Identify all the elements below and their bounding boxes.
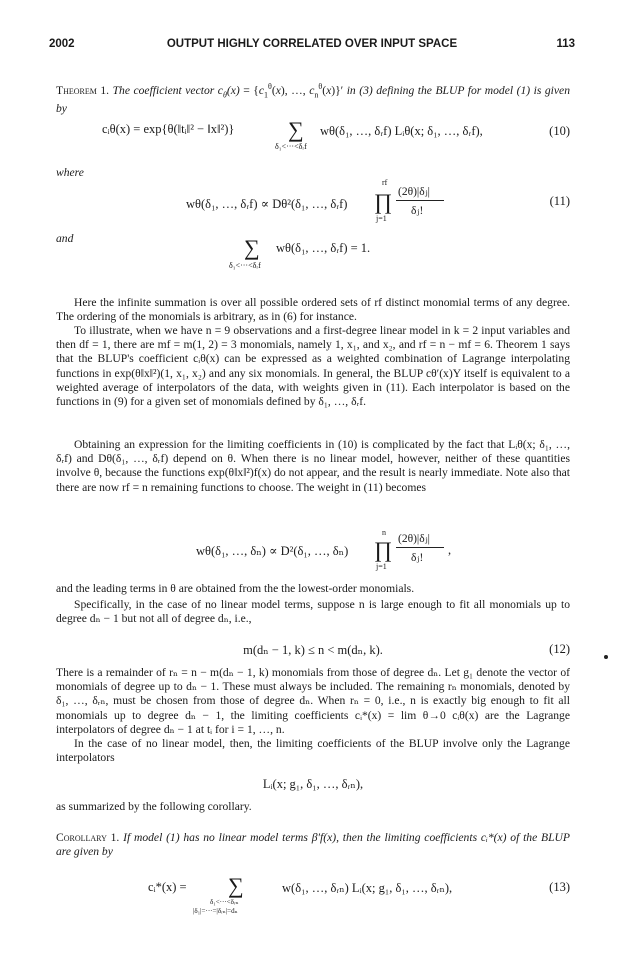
eq10-sum-subscript: δ₁<···<δᵣf [275, 142, 307, 151]
paragraph-5: Specifically, in the case of no linear model terms, suppose n is large enough to fit all monomials up to degree dₙ − 1 but not all of degree dₙ, i.e., [56, 598, 570, 626]
margin-dot [604, 655, 608, 659]
sum-symbol: ∑ [288, 117, 304, 142]
equation-12: m(dₙ − 1, k) ≤ n < m(dₙ, k). [243, 643, 383, 657]
weight-prod-top: n [382, 528, 386, 537]
equation-13-rhs: w(δ₁, …, δᵣₙ) Lᵢ(x; g₁, δ₁, …, δᵣₙ), [282, 881, 453, 895]
theorem-text-a: The coefficient vector [112, 83, 215, 97]
weight-prod-bottom: j=1 [376, 562, 387, 571]
lagrange-interpolator-expression: Lᵢ(x; g₁, δ₁, …, δᵣₙ), [262, 777, 364, 791]
paragraph-8: as summarized by the following corollary. [56, 800, 252, 813]
equation-10-rhs: wθ(δ₁, …, δᵣf) Lᵢθ(x; δ₁, …, δᵣf), [320, 124, 483, 138]
where-label: where [56, 166, 84, 179]
sum-symbol: ∑ [244, 235, 260, 260]
theorem-text-b: in (3) defining the BLUP for model (1) is given by [56, 83, 570, 116]
equation-13-number: (13) [549, 880, 570, 894]
paragraph-1: Here the infinite summation is over all possible ordered sets of rf distinct monomial terms of any degree. The ordering of the monomials is arbitrary, as in (6) for instance. [56, 296, 570, 324]
theorem-statement [56, 80, 570, 117]
equation-13-lhs: cᵢ*(x) = [148, 880, 187, 894]
theorem-label: Theorem 1. [56, 83, 110, 97]
weight-fraction-denominator: δⱼ! [411, 552, 424, 564]
equation-12-number: (12) [549, 642, 570, 656]
weight-equation-lhs: wθ(δ₁, …, δₙ) ∝ D²(δ₁, …, δₙ) [196, 544, 349, 558]
eq11-fraction-bar [396, 200, 444, 201]
product-symbol: ∏ [374, 537, 393, 562]
corollary-label: Corollary 1. [56, 831, 120, 844]
paragraph-7: In the case of no linear model, then, the limiting coefficients of the BLUP involve only the Lagrange interpolators [56, 737, 570, 765]
eq13-sum-subscript-1: δ₁<···<δᵣₙ [210, 898, 239, 906]
paragraph-2: To illustrate, when we have n = 9 observations and a first-degree linear model in k = 2 input variables and then df = 1, there are mf = m(1, 2) = 3 monomials, namely 1, x₁, and x₂, and rf = n − mf = 6. Theorem 1 says that the BLUP's coefficient cᵢθ(x) can be expressed as a weighted combination of Lagrange interpolating functions in exp(θ‖x‖²)(1, x₁, x₂) and any six monomials. In general, the BLUP cθ′(x)Y itself is equivalent to a weighted average of interpolators of the data, with weights given in (11). Each interpolator is based on the functions in (9) for a given set of monomials defined by δ₁, …, δᵣf. [56, 324, 570, 409]
norm-sum-subscript: δ₁<···<δᵣf [229, 261, 261, 270]
theorem-math: $c_\theta(x) = \{c_1^\theta(x)$, …, $c_n^\theta(x)\}'$ [217, 82, 344, 100]
and-label: and [56, 232, 74, 245]
corollary-statement [56, 831, 570, 859]
eq11-fraction-numerator: (2θ)|δⱼ| [398, 186, 430, 198]
page-number: 113 [556, 38, 575, 50]
equation-11-number: (11) [549, 194, 570, 208]
normalization-rhs: wθ(δ₁, …, δᵣf) = 1. [276, 241, 371, 255]
weight-fraction-numerator: (2θ)|δⱼ| [398, 533, 430, 545]
eq13-sum-subscript-2: |δ₁|=···=|δᵣₙ|=dₙ [193, 907, 238, 915]
paragraph-6: There is a remainder of rₙ = n − m(dₙ − 1, k) monomials from those of degree dₙ. Let g₁ denote the vector of monomials of degree up to dₙ − 1. These must always be included. The remaining rₙ monomials, denoted by δ₁, …, δᵣₙ, must be chosen from those of degree dₙ. When rₙ = 0, i.e., n is exactly big enough to fit all monomials up to degree dₙ − 1, the limiting coefficients cᵢ*(x) = lim θ→0 cᵢθ(x) are the Lagrange interpolators of degree dₙ − 1 at tᵢ for i = 1, …, n. [56, 666, 570, 736]
equation-10-lhs: cᵢθ(x) = exp{θ(‖tᵢ‖² − ‖x‖²)} [102, 122, 235, 136]
eq11-prod-top: rf [382, 178, 388, 187]
sum-symbol: ∑ [228, 873, 244, 898]
paragraph-4: and the leading terms in θ are obtained from the the lowest-order monomials. [56, 582, 415, 595]
running-header [49, 38, 575, 56]
page-year: 2002 [49, 38, 75, 50]
paragraph-3: Obtaining an expression for the limiting coefficients in (10) is complicated by the fact that Lᵢθ(x; δ₁, …, δᵣf) and Dθ(δ₁, …, δᵣf) depend on θ. When there is no linear model, however, neither of these quantities involve θ, because the functions exp(θ‖x‖²)f(x) do not appear, and the result is nearly immediate. Note also that there are now rf = n remaining functions to choose. The weight in (11) becomes [56, 438, 570, 494]
weight-fraction-bar [396, 547, 444, 548]
equation-11-lhs: wθ(δ₁, …, δᵣf) ∝ Dθ²(δ₁, …, δᵣf) [186, 197, 348, 211]
running-title: OUTPUT HIGHLY CORRELATED OVER INPUT SPACE [166, 38, 458, 50]
eq11-fraction-denominator: δⱼ! [411, 205, 424, 217]
product-symbol: ∏ [374, 189, 393, 214]
weight-equation-comma: , [448, 543, 452, 557]
eq11-prod-bottom: j=1 [376, 214, 387, 223]
corollary-text: If model (1) has no linear model terms β′f(x), then the limiting coefficients cᵢ*(x) of the BLUP are given by [56, 831, 570, 859]
equation-10-number: (10) [549, 124, 570, 138]
